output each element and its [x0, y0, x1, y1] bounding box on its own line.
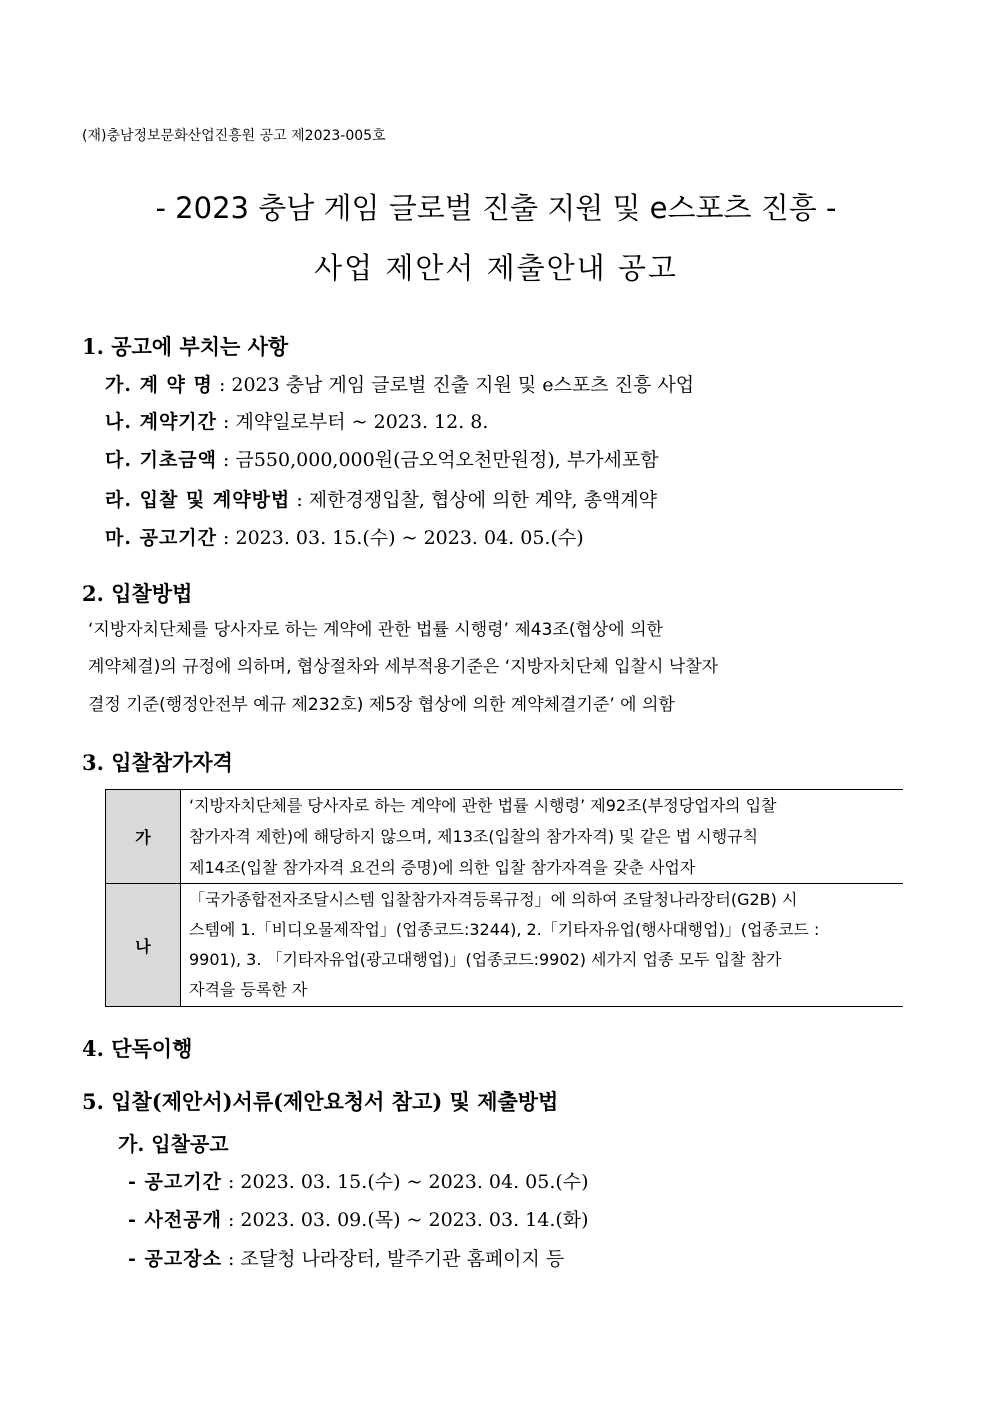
row-text-line: ‘지방자치단체를 당사자로 하는 계약에 관한 법률 시행령’ 제92조(부정당업자의 입찰: [189, 796, 777, 815]
row-label: 나: [106, 884, 181, 1007]
item-label: 라. 입찰 및 계약방법: [105, 489, 291, 511]
item-value: : 2023. 03. 15.(수) ~ 2023. 04. 05.(수): [223, 527, 584, 549]
qualification-table: [105, 789, 903, 1007]
row-text-line: 자격을 등록한 자: [189, 980, 308, 999]
row-text-line: 스템에 1.「비디오물제작업」(업종코드:3244), 2.「기타자유업(행사대행업)」(업종코드 :: [189, 920, 820, 939]
item-label: - 공고기간: [128, 1171, 222, 1193]
section2-heading: 2. 입찰방법: [82, 581, 193, 606]
table-row: [106, 790, 904, 884]
item-value: : 2023 충남 게임 글로벌 진출 지원 및 e스포츠 진흥 사업: [218, 374, 695, 396]
document-title-line2: 사업 제안서 제출안내 공고: [314, 251, 678, 285]
section1-heading: 1. 공고에 부치는 사항: [82, 334, 289, 359]
section5-subheading: 가. 입찰공고: [118, 1132, 229, 1156]
item-label: 가. 계 약 명: [105, 374, 213, 396]
item-value: : 조달청 나라장터, 발주기관 홈페이지 등: [227, 1248, 565, 1270]
section5-item-notice-place: [128, 1244, 564, 1271]
section2-line3: 결정 기준(행정안전부 예규 제232호) 제5장 협상에 의한 계약체결기준’ 에 의함: [88, 695, 675, 715]
row-text: [181, 790, 904, 884]
section1-item-bid-method: [105, 485, 657, 512]
section3-heading: 3. 입찰참가자격: [82, 750, 233, 775]
table-row: [106, 884, 904, 1007]
row-text-line: 9901), 3. 「기타자유업(광고대행업)」(업종코드:9902) 세가지 업종 모두 입찰 참가: [189, 950, 782, 969]
item-value: : 제한경쟁입찰, 협상에 의한 계약, 총액계약: [296, 489, 658, 511]
item-label: - 공고장소: [128, 1248, 222, 1270]
item-value: : 계약일로부터 ~ 2023. 12. 8.: [223, 411, 489, 433]
item-value: : 2023. 03. 15.(수) ~ 2023. 04. 05.(수): [227, 1171, 589, 1193]
item-label: - 사전공개: [128, 1209, 222, 1231]
document-title-line1: - 2023 충남 게임 글로벌 진출 지원 및 e스포츠 진흥 -: [155, 191, 837, 225]
row-text-line: 제14조(입찰 참가자격 요건의 증명)에 의한 입찰 참가자격을 갖춘 사업자: [189, 858, 696, 877]
section5-heading: 5. 입찰(제안서)서류(제안요청서 참고) 및 제출방법: [82, 1089, 559, 1114]
row-label: 가: [106, 790, 181, 884]
section4-heading: 4. 단독이행: [82, 1036, 193, 1061]
item-value: : 2023. 03. 09.(목) ~ 2023. 03. 14.(화): [227, 1209, 589, 1231]
notice-number: (재)충남정보문화산업진흥원 공고 제2023-005호: [82, 128, 386, 144]
row-text: [181, 884, 904, 1007]
section1-item-contract-name: [105, 370, 694, 397]
section1-item-base-amount: [105, 445, 659, 472]
item-label: 나. 계약기간: [105, 411, 217, 433]
item-label: 마. 공고기간: [105, 527, 217, 549]
section1-item-notice-period: [105, 523, 584, 550]
row-text-line: 「국가종합전자조달시스템 입찰참가자격등록규정」에 의하여 조달청나라장터(G2B) 시: [189, 890, 798, 909]
section5-item-prior-disclosure: [128, 1205, 589, 1232]
item-value: : 금550,000,000원(금오억오천만원정), 부가세포함: [223, 449, 659, 471]
row-text-line: 참가자격 제한)에 해당하지 않으며, 제13조(입찰의 참가자격) 및 같은 법 시행규칙: [189, 827, 759, 846]
section1-item-contract-period: [105, 407, 488, 434]
section5-item-notice-period: [128, 1167, 589, 1194]
item-label: 다. 기초금액: [105, 449, 217, 471]
section2-line2: 계약체결)의 규정에 의하며, 협상절차와 세부적용기준은 ‘지방자치단체 입찰시 낙찰자: [88, 657, 719, 677]
section2-line1: ‘지방자치단체를 당사자로 하는 계약에 관한 법률 시행령’ 제43조(협상에 의한: [88, 620, 663, 640]
